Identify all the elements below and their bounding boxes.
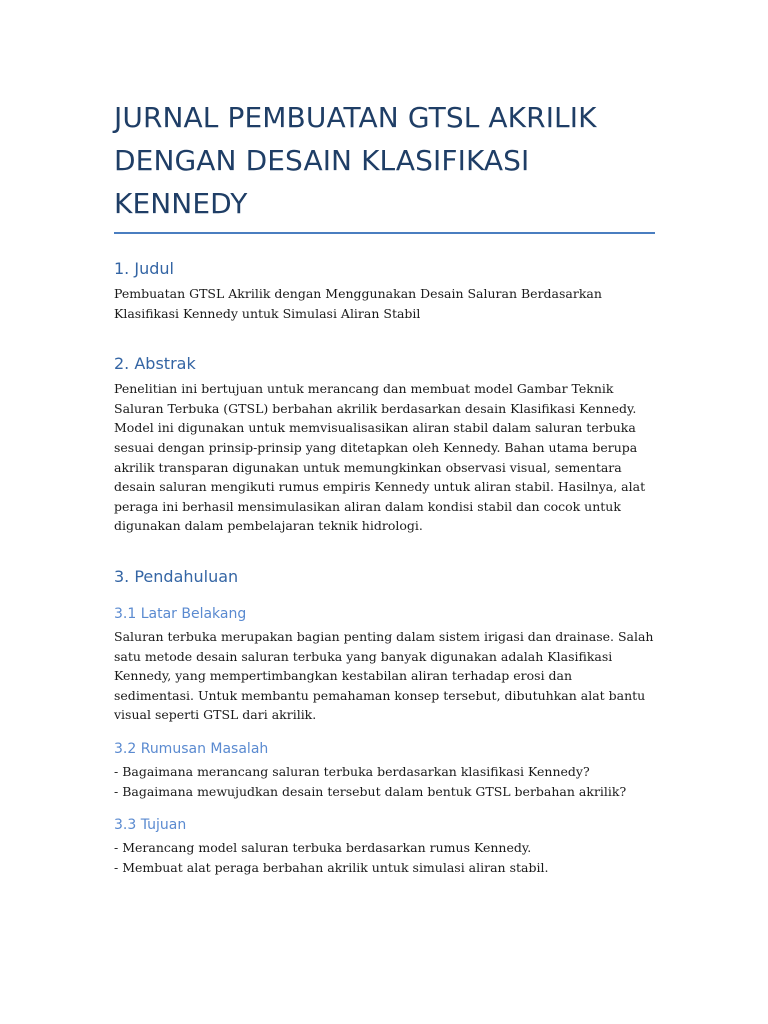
section-heading-abstrak: 2. Abstrak (114, 354, 196, 374)
subsection-latar-belakang (114, 604, 655, 725)
list-item: - Merancang model saluran terbuka berdasarkan rumus Kennedy. (114, 840, 532, 856)
document-title: JURNAL PEMBUATAN GTSL AKRILIK DENGAN DESAIN KLASIFIKASI KENNEDY (114, 101, 597, 220)
subsection-heading-latar-belakang: 3.1 Latar Belakang (114, 605, 247, 622)
subsection-tujuan (114, 815, 655, 877)
tujuan-list (114, 838, 655, 877)
subsection-heading-rumusan-masalah: 3.2 Rumusan Masalah (114, 740, 269, 757)
section-heading-judul: 1. Judul (114, 259, 174, 278)
section-text-judul: Pembuatan GTSL Akrilik dengan Menggunakan Desain Saluran Berdasarkan Klasifikasi Kennedy untuk Simulasi Aliran Stabil (114, 286, 602, 321)
list-item: - Bagaimana mewujudkan desain tersebut dalam bentuk GTSL berbahan akrilik? (114, 783, 627, 799)
subsection-heading-tujuan: 3.3 Tujuan (114, 817, 187, 834)
section-abstrak (114, 353, 655, 536)
subsection-text-latar-belakang: Saluran terbuka merupakan bagian penting dalam sistem irigasi dan drainase. Salah satu metode desain saluran terbuka yang banyak digunakan adalah Klasifikasi Kennedy, yang mempertimbangkan kestabilan aliran terhadap erosi dan sedimentasi. Untuk membantu pemahaman konsep tersebut, dibutuhkan alat bantu visual seperti GTSL dari akrilik. (114, 628, 654, 723)
title-underline (114, 232, 655, 234)
section-pendahuluan (114, 566, 655, 877)
subsection-rumusan-masalah (114, 739, 655, 801)
section-heading-pendahuluan: 3. Pendahuluan (114, 566, 239, 586)
list-item: - Bagaimana merancang saluran terbuka berdasarkan klasifikasi Kennedy? (114, 763, 590, 779)
section-judul (114, 258, 655, 323)
rumusan-list (114, 762, 655, 801)
section-text-abstrak: Penelitian ini bertujuan untuk merancang dan membuat model Gambar Teknik Saluran Terbuka (GTSL) berbahan akrilik berdasarkan desain Klasifikasi Kennedy. Model ini digunakan untuk memvisualisasikan aliran stabil dalam saluran terbuka sesuai dengan prinsip-prinsip yang ditetapkan oleh Kennedy. Bahan utama berupa akrilik transparan digunakan untuk memungkinkan observasi visual, sementara desain saluran mengikuti rumus empiris Kennedy untuk aliran stabil. Hasilnya, alat peraga ini berhasil mensimulasikan aliran dalam kondisi stabil dan cocok untuk digunakan dalam pembelajaran teknik hidrologi. (114, 381, 646, 534)
document-content (114, 96, 655, 877)
list-item: - Membuat alat peraga berbahan akrilik untuk simulasi aliran stabil. (114, 859, 549, 875)
